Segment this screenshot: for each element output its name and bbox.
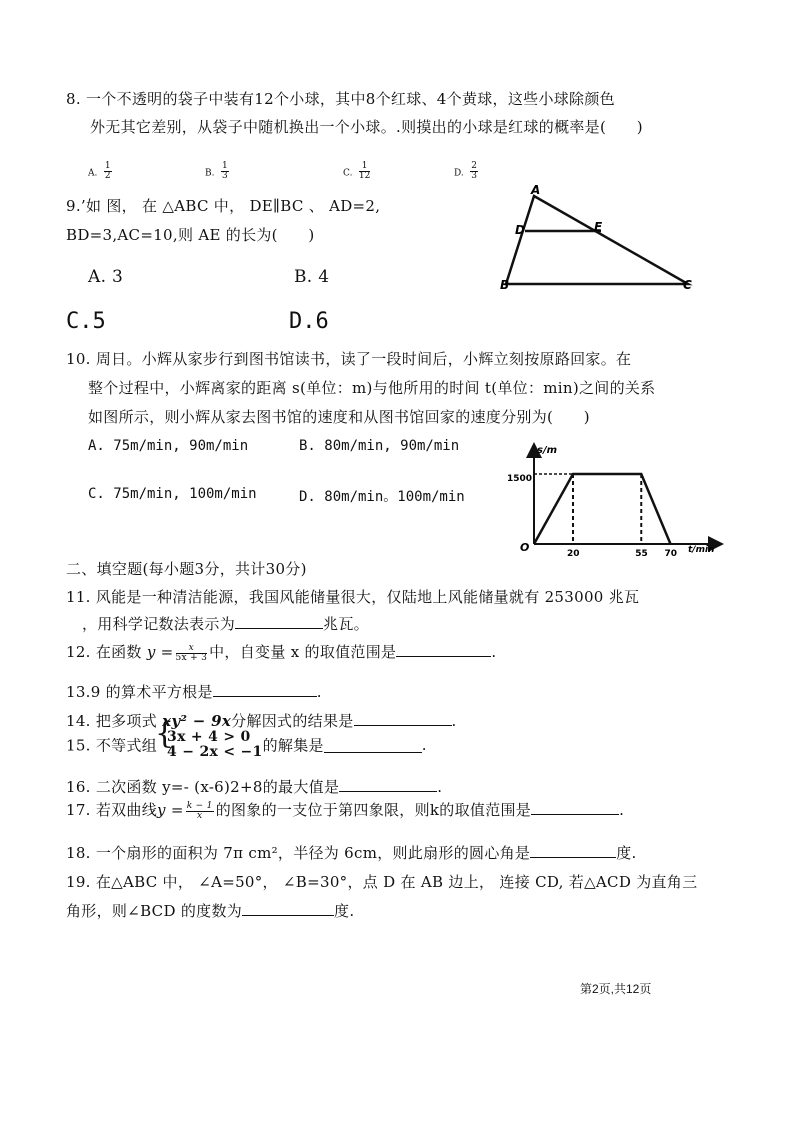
q11-line1: 11. 风能是一种清洁能源，我国风能储量很大，仅陆地上风能储量就有 253000 兆瓦 [66,588,640,606]
q10-line2: 整个过程中，小辉离家的距离 s(单位：m)与他所用的时间 t(单位：min)之间的关系 [88,379,656,397]
q8-option-b[interactable]: B. $\frac{1}{3}$ [205,161,228,181]
q10-option-a[interactable]: A. 75m/min, 90m/min [88,438,249,454]
q19-line2: 角形，则∠BCD 的度数为 度. [66,902,355,920]
answer-blank[interactable] [531,800,619,815]
q8-option-a[interactable]: A. $\frac{1}{2}$ [88,161,111,181]
q11-line2: ，用科学记数法表示为 兆瓦。 [82,615,369,633]
q9-option-a[interactable]: A. 3 [88,267,124,287]
q9-option-c[interactable]: C.5 [66,309,106,334]
inequality-system: { 3x + 4 > 0 4 − 2x < −1 [157,730,263,760]
q8-option-d[interactable]: D. $\frac{2}{3}$ [454,161,477,181]
x-axis-label: t/min [688,545,715,555]
fraction: $\frac{k - 1}{x}$ [186,800,213,821]
answer-blank[interactable] [339,777,437,792]
section-heading: 二、填空题(每小题3分，共计30分) [66,560,307,578]
q16: 16. 二次函数 y=- (x-6)2+8的最大值是 . [66,778,443,796]
fraction: $\frac{x}{5x + 3}$ [175,642,208,663]
fraction: $\frac{1}{12}$ [358,161,371,181]
triangle-abc [506,196,688,284]
q19-line1: 19. 在△ABC 中， ∠A=50°， ∠B=30°，点 D 在 AB 边上， 连接 CD, 若△ACD 为直角三 [66,873,698,891]
q9-option-b[interactable]: B. 4 [294,267,330,287]
q8-line2: 外无其它差别，从袋子中随机换出一个小球。.则摸出的小球是红球的概率是( ) [90,118,643,136]
q8-option-c[interactable]: C. $\frac{1}{12}$ [343,161,371,181]
q8-line1: 8. 一个不透明的袋子中装有12个小球，其中8个红球、4个黄球，这些小球除颜色 [66,90,615,108]
label-c: C [683,278,692,292]
fraction: $\frac{2}{3}$ [471,161,477,181]
answer-blank[interactable] [396,642,491,657]
answer-blank[interactable] [213,682,317,697]
label-e: E [594,220,603,234]
q10-line1: 10. 周日。小辉从家步行到图书馆读书，读了一段时间后，小辉立刻按原路回家。在 [66,350,632,368]
q12: 12. 在函数 y = $\frac{x}{5x + 3}$ 中，自变量 x 的取值范围是 . [66,642,497,663]
q9-line1: 9.’如 图， 在 △ABC 中， DE∥BC 、 AD=2, [66,197,381,215]
label-b: B [500,278,510,292]
q10-line3: 如图所示，则小辉从家去图书馆的速度和从图书馆回家的速度分别为( ) [88,408,590,426]
distance-curve [534,474,671,544]
x-tick-70: 70 [664,549,678,559]
page-number: 第2页,共12页 [580,982,652,996]
answer-blank[interactable] [354,711,452,726]
distance-time-graph [500,440,725,562]
y-axis-label: s/m [537,445,558,456]
q18: 18. 一个扇形的面积为 7π cm²，半径为 6cm，则此扇形的圆心角是 度. [66,844,637,862]
x-tick-55: 55 [635,549,648,559]
fraction: $\frac{1}{2}$ [104,161,111,181]
q10-option-c[interactable]: C. 75m/min, 100m/min [88,486,257,502]
triangle-figure [496,180,706,298]
answer-blank[interactable] [242,901,334,916]
q13: 13.9 的算术平方根是 . [66,683,322,701]
answer-blank[interactable] [235,614,323,629]
q10-option-b[interactable]: B. 80m/min, 90m/min [299,438,460,454]
q9-line2: BD=3,AC=10,则 AE 的长为( ) [66,226,315,244]
answer-blank[interactable] [530,843,616,858]
answer-blank[interactable] [324,738,422,753]
x-tick-20: 20 [567,549,580,559]
fraction: $\frac{1}{3}$ [221,161,228,181]
origin-label: O [520,541,530,554]
q17: 17. 若双曲线y = $\frac{k - 1}{x}$ 的图象的一支位于第四象限，则k的取值范围是 . [66,800,625,821]
q15: 15. 不等式组 { 3x + 4 > 0 4 − 2x < −1 的解集是 . [66,730,427,760]
q10-option-d[interactable]: D. 80m/min。100m/min [299,489,465,505]
y-tick-1500: 1500 [507,474,533,484]
q14: 14. 把多项式 xy² − 9x分解因式的结果是 . [66,712,457,730]
label-a: A [531,183,541,197]
q9-option-d[interactable]: D.6 [289,309,329,334]
label-d: D [515,223,525,237]
